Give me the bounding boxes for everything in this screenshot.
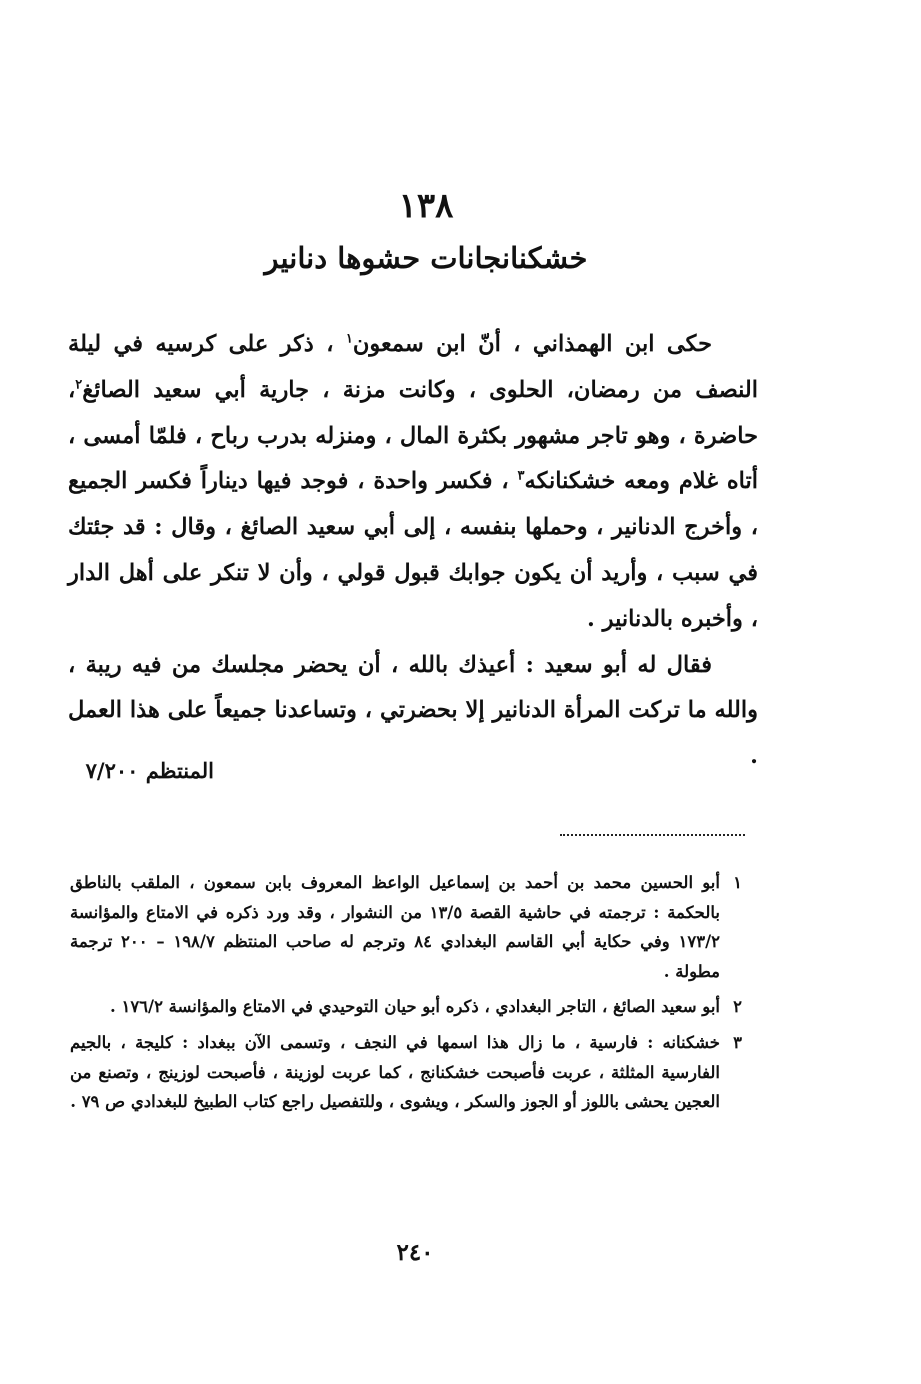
footnote-text: أبو سعيد الصائغ ، التاجر البغدادي ، ذكره أبو حيان التوحيدي في الامتاع والمؤانسة ١٧٦/٢ . [109,997,720,1017]
body-paragraph-1 [68,322,758,643]
footnote-number: ٢ [733,997,742,1017]
body-text-segment: ، حاضرة ، وهو تاجر مشهور بكثرة المال ، ومنزله بدرب رباح ، فلمّا أمسى ، أتاه غلام ومعه خشكنانكه [68,376,758,495]
footnote-item [70,868,742,986]
body-paragraph-2: فقال له أبو سعيد : أعيذك بالله ، أن يحضر مجلسك من فيه ريبة ، والله ما تركت المرأة الدنانير إلا بحضرتي ، وتساعدنا جميعاً على هذا العمل . [68,651,758,770]
footnote-text: أبو الحسين محمد بن أحمد بن إسماعيل الواعظ المعروف بابن سمعون ، الملقب بالناطق بالحكمة : ترجمته في حاشية القصة ١٣/٥ من النشوار ، وقد ورد ذكره في الامتاع والمؤانسة ١٧٣/٢ وفي حكاية أبي القاسم البغدادي ٨٤ وترجم له صاحب المنتظم ١٩٨/٧ – ٢٠٠ ترجمة مطولة . [70,873,720,981]
footnotes [70,868,742,1123]
page-number: ٢٤٠ [396,1239,434,1266]
footnote-marker-3: ٣ [517,468,525,484]
footnote-marker-2: ٢ [75,377,83,393]
story-title: خشكنانجانات حشوها دنانير [264,241,588,275]
footnote-marker-1: ١ [345,331,353,347]
body-text-segment: حكى ابن الهمذاني ، أنّ ابن سمعون [352,331,712,357]
footnote-item [70,1028,742,1117]
footnote-number: ٣ [733,1032,742,1052]
story-number: ١٣٨ [398,186,454,226]
body-text-segment: ، ذكر على كرسيه في ليلة النصف من رمضان، الحلوى ، وكانت مزنة ، جارية أبي سعيد الصائغ [68,331,758,403]
body-text-segment: ، فكسر واحدة ، فوجد فيها ديناراً فكسر الجميع ، وأخرج الدنانير ، وحملها بنفسه ، إلى أبي سعيد الصائغ ، وقال : قد جئتك في سبب ، وأريد أن يكون جوابك قبول قولي ، وأن لا تنكر على أهل الدار ، وأخبره بالدنانير . [68,468,758,632]
footnote-item [70,992,742,1022]
footnote-text: خشكنانه : فارسية ، ما زال هذا اسمها في النجف ، وتسمى الآن ببغداد : كليجة ، بالجيم الفارسية المثلثة ، عربت فأصبحت خشكنانج ، كما عربت لوزينة ، فأصبحت لوزينج ، وتصنع من العجين يحشى باللوز أو الجوز والسكر ، ويشوى ، وللتفصيل راجع كتاب الطبيخ للبغدادي ص ٧٩ . [70,1032,720,1112]
story-body [68,322,758,780]
source-reference: المنتظم ٧/٢٠٠ [85,758,214,783]
footnote-number: ١ [733,873,742,892]
footnote-divider [560,834,745,836]
